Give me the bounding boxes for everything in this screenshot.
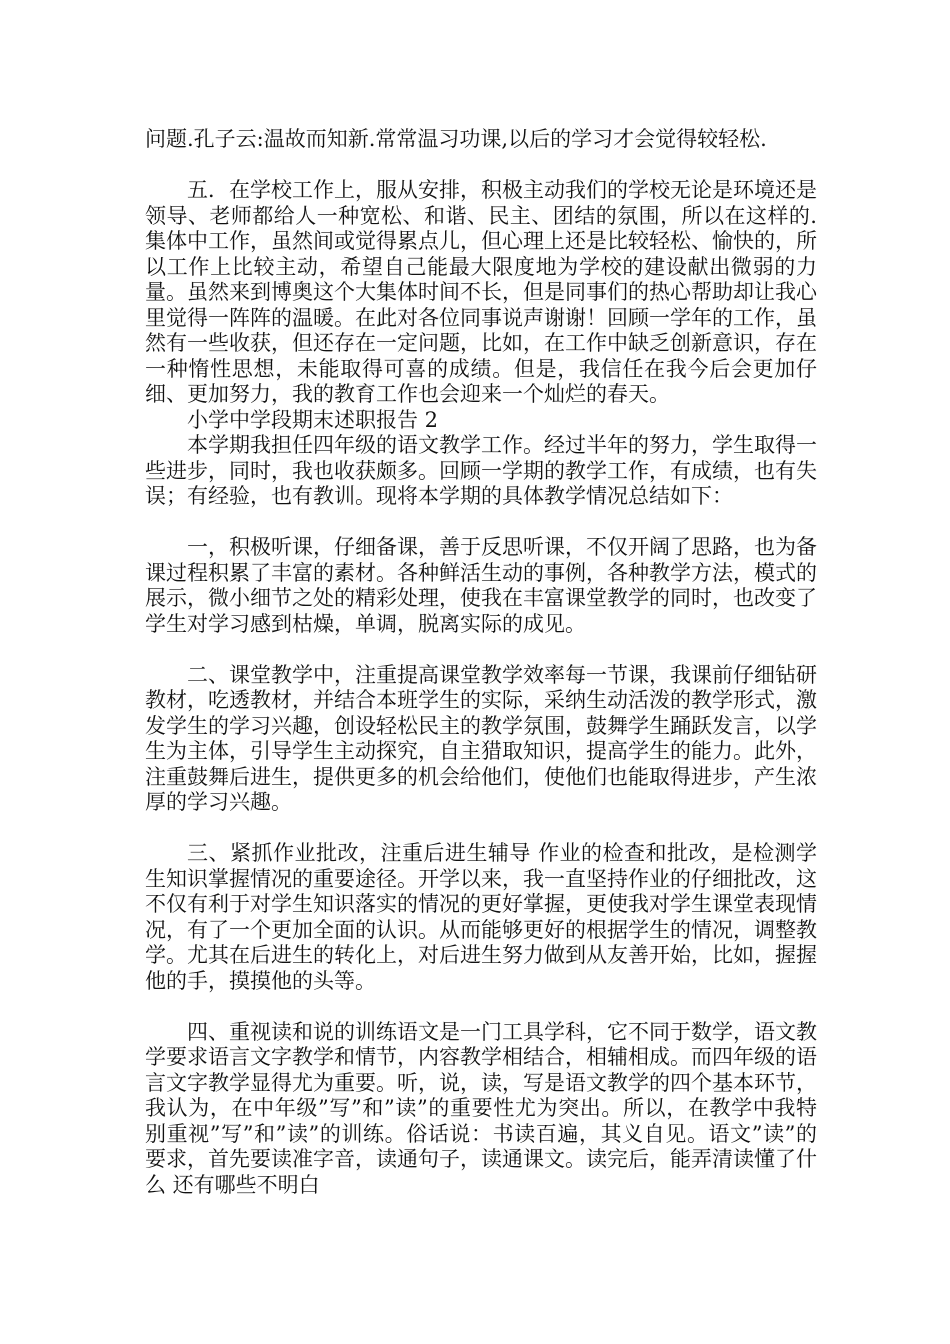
- paragraph-intro: 本学期我担任四年级的语文教学工作。经过半年的努力，学生取得一些进步，同时，我也收获颇多。回顾一学期的教学工作，有成绩，也有失误；有经验，也有教训。现将本学期的具体教学情况总结如下：: [145, 433, 817, 508]
- paragraph-one-lesson-prep: 一，积极听课，仔细备课，善于反思听课，不仅开阔了思路，也为备课过程积累了丰富的素材。各种鲜活生动的事例，各种教学方法，模式的展示，微小细节之处的精彩处理，使我在丰富课堂教学的同时，也改变了学生对学习感到枯燥，单调，脱离实际的成见。: [145, 535, 817, 636]
- paragraph-five-school-work: 五．在学校工作上，服从安排，积极主动我们的学校无论是环境还是领导、老师都给人一种宽松、和谐、民主、团结的氛围，所以在这样的.集体中工作，虽然间或觉得累点儿，但心理上还是比较轻松、愉快的，所以工作上比较主动，希望自己能最大限度地为学校的建设献出微弱的力量。虽然来到博奥这个大集体时间不长，但是同事们的热心帮助却让我心里觉得一阵阵的温暖。在此对各位同事说声谢谢！回顾一学年的工作，虽然有一些收获，但还存在一定问题，比如，在工作中缺乏创新意识，存在一种惰性思想，未能取得可喜的成绩。但是，我信任在我今后会更加仔细、更加努力，我的教育工作也会迎来一个灿烂的春天。: [145, 178, 817, 406]
- section-title-report-2: 小学中学段期末述职报告 2: [187, 407, 439, 432]
- paragraph-two-classroom: 二、课堂教学中，注重提高课堂教学效率每一节课，我课前仔细钻研教材，吃透教材，并结合本班学生的实际，采纳生动活泼的教学形式，激发学生的学习兴趣，创设轻松民主的教学氛围，鼓舞学生踊跃发言，以学生为主体，引导学生主动探究，自主猎取知识，提高学生的能力。此外，注重鼓舞后进生，提供更多的机会给他们，使他们也能取得进步，产生浓厚的学习兴趣。: [145, 662, 817, 814]
- paragraph-four-reading: 四、重视读和说的训练语文是一门工具学科，它不同于数学，语文教学要求语言文字教学和情节，内容教学相结合，相辅相成。而四年级的语言文字教学显得尤为重要。听，说，读，写是语文教学的四个基本环节，我认为，在中年级”写”和”读”的重要性尤为突出。所以，在教学中我特别重视”写”和”读”的训练。俗话说：书读百遍，其义自见。语文”读”的要求，首先要读准字音，读通句子，读通课文。读完后，能弄清读懂了什么 还有哪些不明白: [145, 1019, 817, 1197]
- document-body: [145, 127, 817, 1198]
- paragraph-three-homework: 三、紧抓作业批改，注重后进生辅导 作业的检查和批改，是检测学生知识掌握情况的重要途径。开学以来，我一直坚持作业的仔细批改，这不仅有利于对学生知识落实的情况的更好掌握，更使我对学生课堂表现情况，有了一个更加全面的认识。从而能够更好的根据学生的情况，调整教学。尤其在后进生的转化上，对后进生努力做到从友善开始，比如，握握他的手，摸摸他的头等。: [145, 841, 817, 993]
- paragraph-continuation: 问题.孔子云:温故而知新.常常温习功课,以后的学习才会觉得较轻松.: [145, 127, 767, 151]
